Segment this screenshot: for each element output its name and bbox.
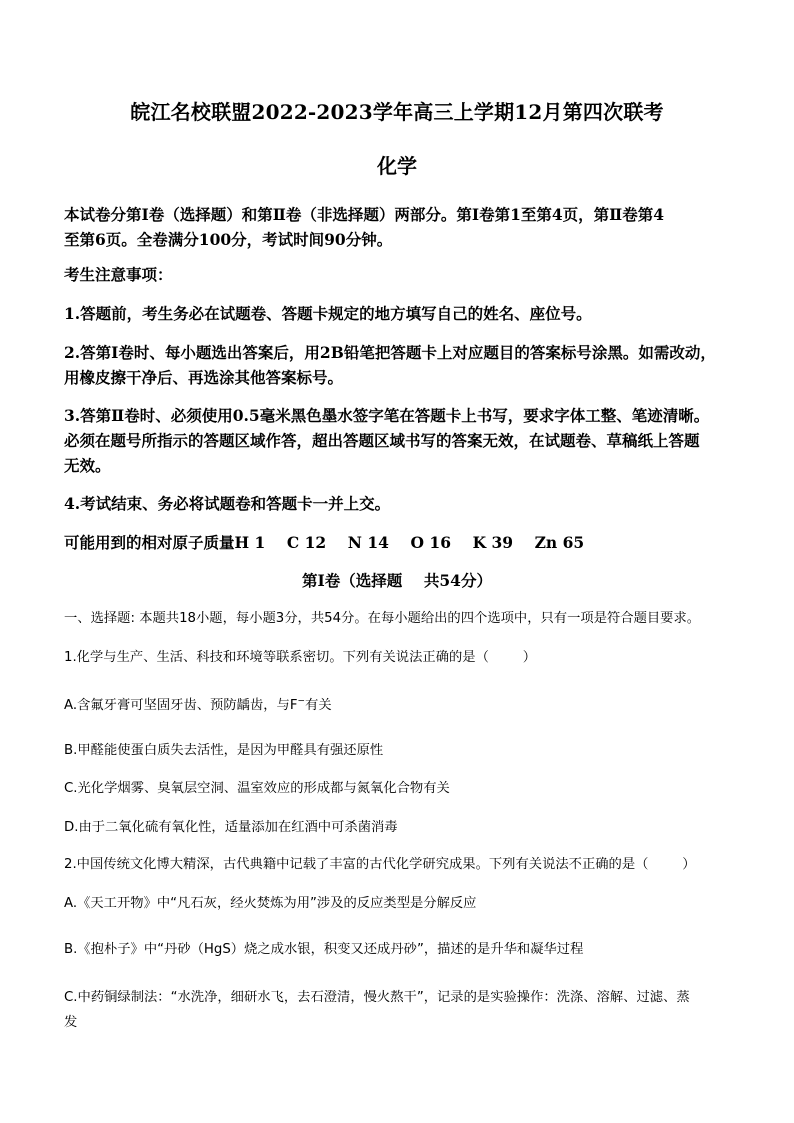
notice-item-2-line-1: 2.答第Ⅰ卷时、每小题选出答案后，用2B铅笔把答题卡上对应题目的答案标号涂黑。如需改动，	[64, 343, 716, 362]
question-2-stem: 2.中国传统文化博大精深，古代典籍中记载了丰富的古代化学研究成果。下列有关说法不正确的是（ ）	[64, 857, 696, 872]
notice-item-4: 4.考试结束、务必将试题卷和答题卡一并上交。	[64, 494, 391, 513]
notice-heading: 考生注意事项：	[64, 265, 173, 284]
notice-item-3-line-3: 无效。	[64, 456, 111, 475]
question-2-option-c-line-2: 发	[64, 1015, 78, 1030]
question-2-option-c-line-1: C.中药铜绿制法：“水洗净，细研水飞，去石澄清，慢火熬干”，记录的是实验操作：洗涤、溶解、过滤、蒸	[64, 990, 690, 1005]
exam-title: 皖江名校联盟2022-2023学年高三上学期12月第四次联考	[130, 100, 664, 124]
question-2-option-b: B.《抱朴子》中“丹砂（HgS）烧之成水银，积变又还成丹砂”，描述的是升华和凝华过程	[64, 942, 584, 957]
option-a-text: A.含氟牙膏可坚固牙齿、预防龋齿，与F	[64, 698, 298, 713]
question-1-option-c: C.光化学烟雾、臭氧层空洞、温室效应的形成都与氮氧化合物有关	[64, 781, 450, 796]
intro-line-1: 本试卷分第Ⅰ卷（选择题）和第Ⅱ卷（非选择题）两部分。第Ⅰ卷第1至第4页，第Ⅱ卷第4	[64, 205, 664, 224]
atomic-masses: 可能用到的相对原子质量H 1 C 12 N 14 O 16 K 39 Zn 65	[64, 533, 585, 552]
notice-item-2-line-2: 用橡皮擦干净后、再选涂其他答案标号。	[64, 368, 344, 387]
part1-heading: 第Ⅰ卷（选择题 共54分）	[302, 571, 492, 590]
option-a-suffix: 有关	[305, 698, 332, 713]
notice-item-3-line-1: 3.答第Ⅱ卷时、必须使用0.5毫米黑色墨水签字笔在答题卡上书写，要求字体工整、笔迹清晰。	[64, 406, 710, 425]
notice-item-3-line-2: 必须在题号所指示的答题区域作答，超出答题区域书写的答案无效，在试题卷、草稿纸上答题	[64, 431, 700, 450]
subject-title: 化学	[377, 154, 417, 178]
question-1-stem: 1.化学与生产、生活、科技和环境等联系密切。下列有关说法正确的是（ ）	[64, 650, 536, 665]
notice-item-1: 1.答题前，考生务必在试题卷、答题卡规定的地方填写自己的姓名、座位号。	[64, 304, 592, 323]
intro-line-2: 至第6页。全卷满分100分，考试时间90分钟。	[64, 230, 393, 249]
part1-instruction: 一、选择题: 本题共18小题，每小题3分，共54分。在每小题给出的四个选项中，只有一项是符合题目要求。	[64, 611, 701, 626]
question-1-option-a	[64, 694, 740, 713]
fluoride-charge: −	[297, 696, 306, 707]
question-2-option-a: A.《天工开物》中“凡石灰，经火焚炼为用”涉及的反应类型是分解反应	[64, 896, 477, 911]
question-1-option-d: D.由于二氧化硫有氧化性，适量添加在红酒中可杀菌消毒	[64, 820, 398, 835]
question-1-option-b: B.甲醛能使蛋白质失去活性，是因为甲醛具有强还原性	[64, 743, 384, 758]
